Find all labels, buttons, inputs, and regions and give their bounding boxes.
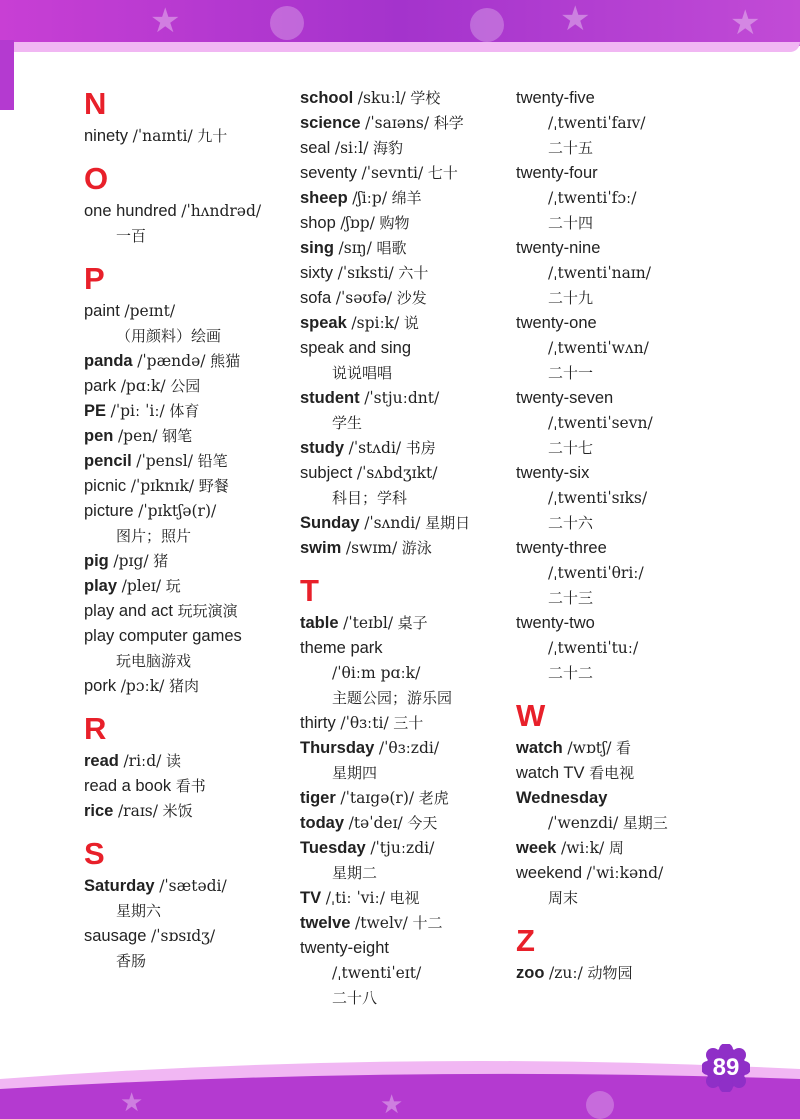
top-decorative-band xyxy=(0,0,800,46)
entry-phonetic: /ˌtwentiˈwʌn/ xyxy=(548,339,649,357)
svg-text:★: ★ xyxy=(380,1090,404,1119)
glossary-entry xyxy=(300,436,510,461)
entry-phonetic: /ˈpændə/ xyxy=(137,352,206,370)
section-letter: S xyxy=(84,836,105,871)
bottom-decorative-band xyxy=(0,1039,800,1119)
entry-phonetic: /skuːl/ xyxy=(357,89,406,107)
section-letter: Z xyxy=(516,923,535,958)
entry-translation: 星期四 xyxy=(332,764,378,782)
glossary-entry xyxy=(300,211,510,236)
entry-phonetic: /ˈwenzdi/ xyxy=(548,814,619,832)
entry-continuation xyxy=(516,636,716,661)
glossary-entry xyxy=(516,786,716,811)
glossary-entry xyxy=(84,749,294,774)
glossary-entry xyxy=(300,886,510,911)
entry-word: play computer games xyxy=(84,627,242,645)
glossary-entry xyxy=(300,611,510,636)
entry-continuation xyxy=(300,761,510,786)
entry-translation: 二十八 xyxy=(332,989,378,1007)
entry-word: shop xyxy=(300,214,336,232)
entry-word: tiger xyxy=(300,789,336,807)
glossary-entry xyxy=(300,136,510,161)
entry-translation: 二十六 xyxy=(548,514,594,532)
glossary-entry xyxy=(84,549,294,574)
entry-word: sheep xyxy=(300,189,348,207)
entry-word: school xyxy=(300,89,354,107)
entry-translation: 唱歌 xyxy=(376,239,407,257)
entry-translation: 十二 xyxy=(412,914,443,932)
glossary-entry xyxy=(516,736,716,761)
glossary-entry xyxy=(84,424,294,449)
entry-phonetic: /siːl/ xyxy=(334,139,369,157)
entry-word: Thursday xyxy=(300,739,375,757)
entry-word: PE xyxy=(84,402,107,420)
section-letter: T xyxy=(300,573,319,608)
entry-translation: 二十四 xyxy=(548,214,594,232)
entry-word: rice xyxy=(84,802,114,820)
entry-translation: 钢笔 xyxy=(162,427,193,445)
entry-translation: 星期三 xyxy=(622,814,668,832)
star-icon: ★ xyxy=(560,0,591,38)
entry-translation: 说 xyxy=(403,314,419,332)
entry-continuation xyxy=(516,186,716,211)
entry-phonetic: /riːd/ xyxy=(123,752,162,770)
entry-phonetic: /raɪs/ xyxy=(117,802,158,820)
entry-phonetic: /ˈstʌdi/ xyxy=(348,439,402,457)
entry-phonetic: /spiːk/ xyxy=(351,314,400,332)
entry-continuation xyxy=(516,811,716,836)
entry-word: one hundred xyxy=(84,202,177,220)
entry-continuation xyxy=(516,561,716,586)
entry-translation: 周末 xyxy=(548,889,579,907)
entry-phonetic: /pleɪ/ xyxy=(121,577,162,595)
entry-word: Tuesday xyxy=(300,839,366,857)
glossary-entry xyxy=(516,611,716,636)
section-letter: N xyxy=(84,86,107,121)
glossary-entry xyxy=(300,386,510,411)
entry-word: sofa xyxy=(300,289,332,307)
entry-continuation xyxy=(84,324,294,349)
entry-continuation xyxy=(300,486,510,511)
entry-translation: 购物 xyxy=(379,214,410,232)
entry-translation: 玩电脑游戏 xyxy=(116,652,192,670)
entry-phonetic: /peɪnt/ xyxy=(124,302,176,320)
entry-phonetic: /ˈnaɪnti/ xyxy=(132,127,193,145)
entry-word: twenty-eight xyxy=(300,939,389,957)
entry-translation: 七十 xyxy=(427,164,458,182)
entry-phonetic: /ˈstjuːdnt/ xyxy=(364,389,440,407)
entry-word: pencil xyxy=(84,452,132,470)
entry-phonetic: /ˌtwentiˈsevn/ xyxy=(548,414,653,432)
glossary-entry xyxy=(84,124,294,149)
entry-translation: 二十一 xyxy=(548,364,594,382)
entry-continuation xyxy=(516,361,716,386)
entry-phonetic: /ʃiːp/ xyxy=(352,189,388,207)
entry-phonetic: /ˈsaɪəns/ xyxy=(365,114,430,132)
glossary-entry xyxy=(84,399,294,424)
glossary-entry xyxy=(84,774,294,799)
entry-word: twenty-six xyxy=(516,464,590,482)
entry-word: pork xyxy=(84,677,117,695)
entry-continuation xyxy=(84,649,294,674)
glossary-entry xyxy=(516,86,716,111)
entry-phonetic: /ˈsʌndi/ xyxy=(364,514,421,532)
entry-phonetic: /ˈθiːm pɑːk/ xyxy=(332,664,421,682)
entry-word: play and act xyxy=(84,602,173,620)
entry-continuation xyxy=(84,899,294,924)
glossary-entry xyxy=(300,786,510,811)
entry-word: Wednesday xyxy=(516,789,608,807)
entry-continuation xyxy=(516,661,716,686)
entry-word: science xyxy=(300,114,361,132)
glossary-entry xyxy=(300,461,510,486)
entry-continuation xyxy=(516,586,716,611)
entry-word: Sunday xyxy=(300,514,360,532)
entry-word: study xyxy=(300,439,345,457)
glossary-entry xyxy=(300,836,510,861)
glossary-entry xyxy=(84,574,294,599)
entry-word: sausage xyxy=(84,927,147,945)
entry-continuation xyxy=(516,336,716,361)
entry-phonetic: /ˈteɪbl/ xyxy=(343,614,394,632)
entry-word: sixty xyxy=(300,264,333,282)
entry-phonetic: /ˈpɪktʃə(r)/ xyxy=(138,502,217,520)
entry-word: zoo xyxy=(516,964,545,982)
entry-phonetic: /ˈθɜːti/ xyxy=(340,714,389,732)
glossary-entry xyxy=(300,286,510,311)
entry-phonetic: /ˈhʌndrəd/ xyxy=(181,202,262,220)
entry-continuation xyxy=(84,949,294,974)
section-letter: P xyxy=(84,261,105,296)
entry-continuation xyxy=(516,111,716,136)
entry-continuation xyxy=(516,261,716,286)
glossary-entry xyxy=(300,111,510,136)
entry-phonetic: /wɒtʃ/ xyxy=(567,739,612,757)
entry-word: week xyxy=(516,839,557,857)
glossary-entry xyxy=(84,374,294,399)
star-icon: ★ xyxy=(730,4,761,42)
entry-phonetic: /twelv/ xyxy=(355,914,408,932)
section-letter: W xyxy=(516,698,546,733)
page-number-badge xyxy=(702,1044,750,1092)
entry-continuation xyxy=(516,511,716,536)
entry-translation: 野餐 xyxy=(198,477,229,495)
entry-translation: 科目；学科 xyxy=(332,489,408,507)
entry-translation: 玩 xyxy=(165,577,181,595)
entry-phonetic: /wiːk/ xyxy=(560,839,605,857)
section-letter: O xyxy=(84,161,109,196)
entry-word: paint xyxy=(84,302,120,320)
entry-translation: 学生 xyxy=(332,414,363,432)
entry-phonetic: /ʃɒp/ xyxy=(340,214,375,232)
entry-translation: 二十五 xyxy=(548,139,594,157)
entry-word: twenty-four xyxy=(516,164,598,182)
glossary-entry xyxy=(300,236,510,261)
entry-word: twenty-two xyxy=(516,614,595,632)
entry-phonetic: /pen/ xyxy=(117,427,158,445)
entry-phonetic: /təˈdeɪ/ xyxy=(348,814,403,832)
entry-word: twenty-three xyxy=(516,539,607,557)
entry-phonetic: /ˌtwentiˈeɪt/ xyxy=(332,964,422,982)
entry-word: ninety xyxy=(84,127,129,145)
entry-translation: 读 xyxy=(166,752,182,770)
entry-phonetic: /ˌtiː ˈviː/ xyxy=(325,889,385,907)
entry-translation: 看 xyxy=(616,739,632,757)
glossary-entry xyxy=(300,261,510,286)
entry-translation: 二十九 xyxy=(548,289,594,307)
entry-phonetic: /ˈpɪknɪk/ xyxy=(130,477,195,495)
svg-text:★: ★ xyxy=(120,1088,144,1118)
entry-translation: 六十 xyxy=(398,264,429,282)
entry-translation: 玩玩演演 xyxy=(177,602,238,620)
entry-translation: 看电视 xyxy=(589,764,635,782)
entry-translation: 二十七 xyxy=(548,439,594,457)
entry-word: read xyxy=(84,752,119,770)
glossary-entry xyxy=(516,461,716,486)
entry-word: panda xyxy=(84,352,133,370)
glossary-entry xyxy=(300,936,510,961)
circle-decoration xyxy=(270,6,304,40)
entry-translation: 熊猫 xyxy=(210,352,241,370)
entry-word: watch xyxy=(516,739,563,757)
glossary-entry xyxy=(84,299,294,324)
entry-translation: 星期六 xyxy=(116,902,162,920)
entry-translation: 公园 xyxy=(170,377,201,395)
entry-word: TV xyxy=(300,889,322,907)
entry-phonetic: /ˈθɜːzdi/ xyxy=(378,739,440,757)
glossary-entry xyxy=(300,511,510,536)
glossary-entry xyxy=(84,599,294,624)
glossary-entry xyxy=(516,311,716,336)
entry-translation: 九十 xyxy=(197,127,228,145)
entry-phonetic: /ˌtwentiˈfaɪv/ xyxy=(548,114,646,132)
glossary-entry xyxy=(516,536,716,561)
entry-phonetic: /ˌtwentiˈfɔː/ xyxy=(548,189,637,207)
glossary-entry xyxy=(300,161,510,186)
entry-word: seal xyxy=(300,139,331,157)
glossary-entry xyxy=(84,199,294,224)
entry-continuation xyxy=(516,411,716,436)
entry-phonetic: /swɪm/ xyxy=(345,539,398,557)
entry-word: theme park xyxy=(300,639,383,657)
entry-translation: 绵羊 xyxy=(391,189,422,207)
entry-word: seventy xyxy=(300,164,357,182)
entry-translation: 书房 xyxy=(405,439,436,457)
entry-translation: 主题公园；游乐园 xyxy=(332,689,453,707)
entry-word: twenty-nine xyxy=(516,239,601,257)
entry-continuation xyxy=(516,286,716,311)
entry-phonetic: /pɑːk/ xyxy=(120,377,166,395)
glossary-entry xyxy=(300,636,510,661)
entry-word: table xyxy=(300,614,339,632)
entry-word: sing xyxy=(300,239,334,257)
entry-phonetic: /ˈsevnti/ xyxy=(361,164,424,182)
entry-translation: 香肠 xyxy=(116,952,147,970)
entry-translation: 游泳 xyxy=(401,539,432,557)
entry-word: speak xyxy=(300,314,347,332)
entry-translation: 动物园 xyxy=(587,964,633,982)
glossary-entry xyxy=(300,86,510,111)
entry-phonetic: /ˈpensl/ xyxy=(136,452,193,470)
entry-word: pig xyxy=(84,552,109,570)
entry-continuation xyxy=(516,136,716,161)
entry-translation: 猪肉 xyxy=(168,677,199,695)
entry-word: subject xyxy=(300,464,353,482)
entry-word: weekend xyxy=(516,864,583,882)
entry-phonetic: /ˌtwentiˈθriː/ xyxy=(548,564,644,582)
glossary-entry xyxy=(300,736,510,761)
entry-continuation xyxy=(84,524,294,549)
entry-translation: 桌子 xyxy=(397,614,428,632)
entry-translation: 科学 xyxy=(433,114,464,132)
glossary-entry xyxy=(84,624,294,649)
glossary-entry xyxy=(84,449,294,474)
glossary-entry xyxy=(516,386,716,411)
glossary-column-1 xyxy=(84,86,294,974)
entry-word: speak and sing xyxy=(300,339,411,357)
entry-translation: 一百 xyxy=(116,227,147,245)
entry-translation: 今天 xyxy=(407,814,438,832)
entry-word: twenty-seven xyxy=(516,389,614,407)
glossary-entry xyxy=(84,674,294,699)
glossary-entry xyxy=(84,349,294,374)
glossary-entry xyxy=(516,861,716,886)
entry-translation: 星期二 xyxy=(332,864,378,882)
entry-word: read a book xyxy=(84,777,172,795)
entry-translation: 米饭 xyxy=(162,802,193,820)
entry-word: student xyxy=(300,389,360,407)
entry-word: picture xyxy=(84,502,134,520)
glossary-entry xyxy=(516,161,716,186)
entry-phonetic: /ˈsʌbdʒɪkt/ xyxy=(356,464,438,482)
entry-phonetic: /ˈsɒsɪdʒ/ xyxy=(150,927,216,945)
entry-translation: 学校 xyxy=(410,89,441,107)
glossary-column-2 xyxy=(300,86,510,1011)
glossary-entry xyxy=(516,761,716,786)
glossary-entry xyxy=(300,186,510,211)
entry-phonetic: /ˌtwentiˈtuː/ xyxy=(548,639,639,657)
entry-phonetic: /pɔːk/ xyxy=(120,677,165,695)
entry-translation: 海豹 xyxy=(373,139,404,157)
entry-word: play xyxy=(84,577,118,595)
entry-continuation xyxy=(516,486,716,511)
section-letter: R xyxy=(84,711,107,746)
entry-word: picnic xyxy=(84,477,127,495)
entry-continuation xyxy=(300,861,510,886)
glossary-entry xyxy=(300,311,510,336)
glossary-entry xyxy=(516,836,716,861)
glossary-entry xyxy=(300,711,510,736)
entry-phonetic: /ˌtwentiˈnaɪn/ xyxy=(548,264,651,282)
entry-continuation xyxy=(300,411,510,436)
entry-continuation xyxy=(84,224,294,249)
entry-phonetic: /ˈwiːkənd/ xyxy=(586,864,664,882)
entry-translation: 老虎 xyxy=(418,789,449,807)
page-number: 89 xyxy=(712,1054,740,1081)
entry-phonetic: /sɪŋ/ xyxy=(338,239,372,257)
glossary-entry xyxy=(516,961,716,986)
entry-translation: 体育 xyxy=(169,402,200,420)
entry-translation: 图片；照片 xyxy=(116,527,192,545)
entry-continuation xyxy=(516,211,716,236)
entry-word: today xyxy=(300,814,345,832)
entry-phonetic: /ˈsɪksti/ xyxy=(337,264,394,282)
entry-translation: 二十二 xyxy=(548,664,594,682)
entry-word: thirty xyxy=(300,714,336,732)
glossary-entry xyxy=(84,924,294,949)
glossary-entry xyxy=(84,499,294,524)
entry-translation: 沙发 xyxy=(396,289,427,307)
glossary-entry xyxy=(300,811,510,836)
entry-translation: 猪 xyxy=(153,552,169,570)
entry-phonetic: /ˈtaɪgə(r)/ xyxy=(340,789,415,807)
entry-word: twenty-one xyxy=(516,314,597,332)
glossary-entry xyxy=(84,799,294,824)
entry-translation: 看书 xyxy=(175,777,206,795)
entry-continuation xyxy=(300,686,510,711)
glossary-entry xyxy=(84,474,294,499)
entry-translation: 周 xyxy=(608,839,624,857)
entry-word: twelve xyxy=(300,914,351,932)
glossary-entry xyxy=(84,874,294,899)
entry-phonetic: /ˈtjuːzdi/ xyxy=(370,839,435,857)
entry-word: watch TV xyxy=(516,764,585,782)
entry-word: Saturday xyxy=(84,877,155,895)
entry-word: twenty-five xyxy=(516,89,595,107)
entry-phonetic: /ˈsəʊfə/ xyxy=(335,289,393,307)
glossary-entry xyxy=(300,911,510,936)
entry-continuation xyxy=(300,661,510,686)
glossary-entry xyxy=(516,236,716,261)
entry-phonetic: /pɪg/ xyxy=(113,552,149,570)
glossary-entry xyxy=(300,536,510,561)
entry-translation: （用颜料）绘画 xyxy=(116,327,222,345)
entry-continuation xyxy=(516,886,716,911)
glossary-entry xyxy=(300,336,510,361)
left-edge-strip xyxy=(0,40,14,110)
entry-translation: 二十三 xyxy=(548,589,594,607)
glossary-column-3 xyxy=(516,86,716,986)
entry-translation: 电视 xyxy=(389,889,420,907)
entry-translation: 三十 xyxy=(393,714,424,732)
entry-translation: 铅笔 xyxy=(197,452,228,470)
entry-phonetic: /ˈpiː ˈiː/ xyxy=(110,402,165,420)
circle-decoration xyxy=(470,8,504,42)
entry-continuation xyxy=(300,961,510,986)
star-icon: ★ xyxy=(150,2,181,40)
entry-continuation xyxy=(300,986,510,1011)
entry-phonetic: /ˌtwentiˈsɪks/ xyxy=(548,489,648,507)
entry-continuation xyxy=(300,361,510,386)
entry-continuation xyxy=(516,436,716,461)
entry-phonetic: /zuː/ xyxy=(549,964,583,982)
entry-word: pen xyxy=(84,427,114,445)
entry-translation: 说说唱唱 xyxy=(332,364,393,382)
entry-word: park xyxy=(84,377,117,395)
entry-translation: 星期日 xyxy=(425,514,471,532)
entry-word: swim xyxy=(300,539,342,557)
entry-phonetic: /ˈsætədi/ xyxy=(159,877,227,895)
